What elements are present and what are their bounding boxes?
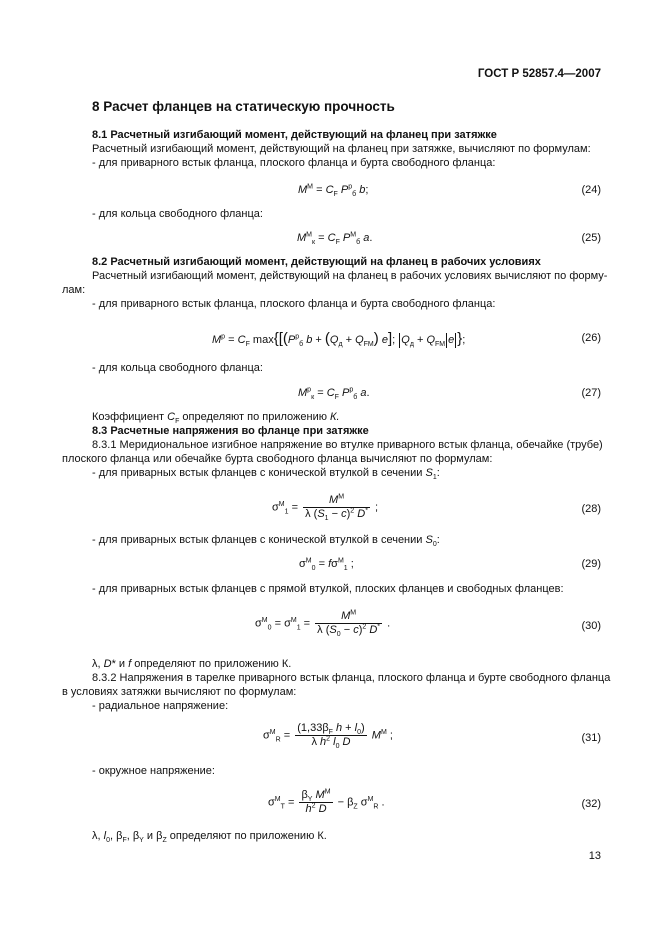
paragraph: - окружное напряжение: <box>92 765 215 777</box>
page-number: 13 <box>588 850 601 862</box>
subsection-8-3-title: 8.3 Расчетные напряжения во фланце при затяжке <box>92 425 369 437</box>
equation-number: (24) <box>581 184 601 196</box>
paragraph: в условиях затяжки вычисляют по формулам: <box>62 686 297 698</box>
equation-number: (29) <box>581 558 601 570</box>
paragraph-coefficient: Коэффициент $C_F$ определяют по приложению К. <box>92 411 340 426</box>
equation-24: $M^M = C_F$ $P^p_б$ b; <box>298 183 369 199</box>
equation-29: $\sigma^M_0 = f\sigma^M_1$ ; <box>299 557 354 573</box>
equation-number: (32) <box>581 798 601 810</box>
equation-32: $\sigma^M_T$ = $\frac{\beta_Y M^M}{h^2 D}$ − $\beta_Z$ $\sigma^M_R$ . <box>268 788 385 815</box>
equation-28: $\sigma^M_1$ = $\frac{M^M}{\lambda (S_1 - c)^2 D^*}$ ; <box>272 493 379 523</box>
paragraph: - радиальное напряжение: <box>92 700 229 712</box>
equation-number: (27) <box>581 387 601 399</box>
paragraph: - для кольца свободного фланца: <box>92 362 263 374</box>
paragraph-note: λ, $l_0$, $\beta_F$, $\beta_Y$ и $\beta_Z$ определяют по приложению К. <box>92 830 327 845</box>
paragraph: Расчетный изгибающий момент, действующий на фланец в рабочих условиях вычисляют по форму- <box>92 270 608 282</box>
paragraph: лам: <box>62 284 86 296</box>
equation-26: $M^p = C_F$ $\max\{[(P^p_б$ $b + (Q_д + Q_{FM})$ e]; $Q_д + Q_{FM}$ e }; <box>212 330 466 349</box>
equation-number: (30) <box>581 620 601 632</box>
equation-number: (25) <box>581 232 601 244</box>
paragraph: - для приварных встык фланцев с прямой втулкой, плоских фланцев и свободных фланцев: <box>92 583 564 595</box>
paragraph: - для приварного встык фланца, плоского фланца и бурта свободного фланца: <box>92 157 496 169</box>
equation-27: $M^p_к = C_F$ $P^p_б$ a. <box>298 386 370 402</box>
paragraph: - для приварных встык фланцев с конической втулкой в сечении $S_1$: <box>92 467 440 482</box>
document-header: ГОСТ Р 52857.4—2007 <box>477 68 601 80</box>
paragraph: Расчетный изгибающий момент, действующий на фланец при затяжке, вычисляют по формулам: <box>92 143 591 155</box>
paragraph: - для приварного встык фланца, плоского фланца и бурта свободного фланца: <box>92 298 496 310</box>
paragraph: 8.3.1 Меридиональное изгибное напряжение во втулке приварного встык фланца, обечайке (трубе) <box>92 439 603 451</box>
subsection-8-2-title: 8.2 Расчетный изгибающий момент, действующий на фланец в рабочих условиях <box>92 256 541 268</box>
equation-31: $\sigma^M_R$ = $\frac{(1,33\beta_F h + l_0)}{\lambda h^2 l_0 D}$ $M^M$ ; <box>263 722 393 751</box>
paragraph: - для кольца свободного фланца: <box>92 208 263 220</box>
paragraph: 8.3.2 Напряжения в тарелке приварного встык фланца, плоского фланца и бурте свободного фланца <box>92 672 611 684</box>
equation-30: $\sigma^M_0 = \sigma^M_1$ = $\frac{M^M}{\lambda (S_0 - c)^2 D^*}$ . <box>255 609 391 639</box>
equation-25: $M^M_к = C_F$ $P^M_б$ a. <box>297 231 373 247</box>
equation-number: (26) <box>581 332 601 344</box>
paragraph: - для приварных встык фланцев с конической втулкой в сечении $S_0$: <box>92 534 440 549</box>
paragraph-note: λ, D* и f определяют по приложению К. <box>92 658 292 670</box>
section-title: 8 Расчет фланцев на статическую прочность <box>92 99 395 114</box>
paragraph: плоского фланца или обечайке бурта свободного фланца вычисляют по формулам: <box>62 453 493 465</box>
equation-number: (28) <box>581 503 601 515</box>
equation-number: (31) <box>581 732 601 744</box>
subsection-8-1-title: 8.1 Расчетный изгибающий момент, действующий на фланец при затяжке <box>92 129 497 141</box>
